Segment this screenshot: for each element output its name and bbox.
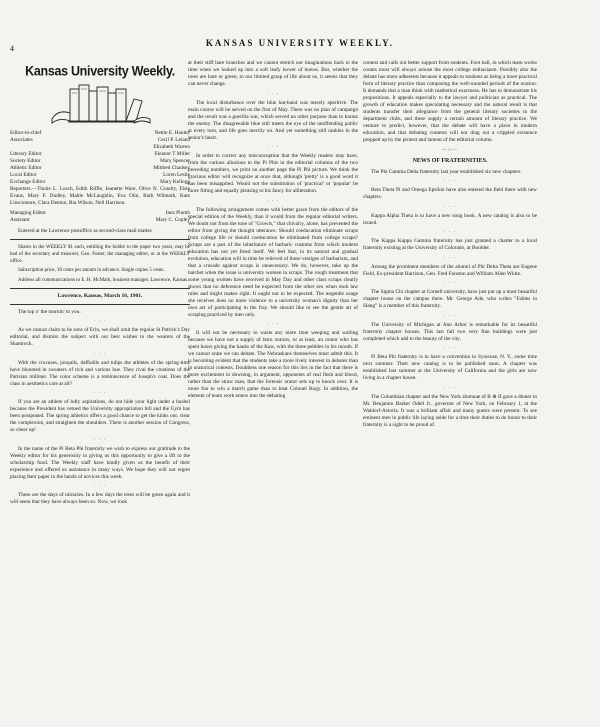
staff-row	[10, 151, 190, 158]
separator: · · ·	[93, 391, 107, 396]
dateline: Lawrence, Kansas, March 16, 1901.	[57, 292, 143, 299]
separator: · · ·	[93, 484, 107, 489]
editorial-paragraph: It will not be necessary to waste any more time weeping and wailing because we have not a supply of born orators, or at least, an orator who has spent hours giving the banks of the Kaw, with the three pebbles in his mouth. If we cannot orate we can debate. The Nebraskans themselves must admit this. It is becoming evident that the students take a more lively interest in debates than in oratorical contests. Doubtless one reason for this lies in the fact that there is more excitement in downing, in argument, opponents of real flesh and blood, rather than the straw man, that the forensic orator sets up to knock over. It is more fun to win a match game than to beat Colonel Bogy. In addition, the element of team work enters into the debating	[188, 330, 358, 399]
separator: · · ·	[266, 91, 280, 97]
staff-row	[10, 179, 190, 186]
fraternity-news-item: Beta Theta Pi and Omega Epsilon have also entered the field there with new chapters.	[363, 187, 537, 200]
separator: · · ·	[266, 145, 280, 150]
editorial-paragraph: As we cannot claim to be sons of Erin, we shall omit the regular St Patrick's Day editorial, and dismiss the subject with our best wishes to the wearers of the Shamrock.	[10, 327, 190, 347]
editorial-paragraph: at their stiff bare branches and we cannot stretch our imaginations back to the time when we looked up into a soft leafy bower of leaves. But, whether the trees are bare or green, to our limited grasp of life about us, it seems that they can never change.	[188, 60, 358, 87]
staff-row	[10, 137, 190, 144]
books-illustration	[48, 79, 152, 125]
editorial-paragraph: The local disturbance over the blue hat-band was merely aperitive. The main course will be served on the first of May. There was no plan of campaign and the result was a guerilla war, which served no other purpose than to harass the enemy. The disagreeable blue still meets the eye of the unoffending public at every turn, and life goes merrily on. And yet something still rankles in the senior's heart.	[188, 99, 358, 141]
staff-name: Mary Kellogg	[160, 179, 190, 185]
staff-list	[10, 130, 190, 224]
staff-name: Cecil P. Leland	[157, 137, 190, 143]
staff-name: Loren Leslie	[163, 172, 190, 178]
separator: · · ·	[443, 313, 457, 319]
editorial-paragraph: If you are an athlete of lofty aspirations, do not hide your light under a bushel because the President has vetoed the University appropriation bill and the Gym has been postponed. The spring athletics offers a good chance to get the kinks out, clear the complexion, and straighten the shoulders. There is another session of Congress, so cheer up!	[10, 399, 190, 433]
editorial-paragraph: In order to correct any misconception that the Weekly readers may have, from the various allusions to the Pi Phis in the editorial columns of the two preceding numbers, we print on another page the Pi Phi picture. We think the gracious editor will recognize at once that, although 'pretty' is a good word it has been misapplied. Would not the substitution of 'practical' or 'popular' be more fitting and equally pleasing to his fancy for alliteration.	[188, 153, 358, 194]
staff-role: Literary Editor	[10, 151, 42, 157]
staff-row	[10, 158, 190, 165]
subscription-info: Shares in the WEEKLY $1 each, entitling the holder to the paper two years, may be had of the secretary and treasurer, Geo. Foster, the managing editor, or at the WEEKLY office.	[10, 244, 190, 264]
page-header-title: KANSAS UNIVERSITY WEEKLY.	[205, 38, 395, 48]
staff-row	[10, 144, 190, 151]
separator: —○—	[441, 147, 459, 153]
staff-row	[10, 217, 190, 224]
fraternity-news-item: Among the prominent members of the alumni of Phi Delta Theta are Eugene Field, Ex-president Harrison, Gen. Fred Funston and William Allen White.	[363, 263, 537, 277]
separator: · · ·	[443, 346, 457, 351]
staff-role: Assistant	[10, 216, 30, 223]
staff-role: Exchange Editor	[10, 179, 46, 185]
fraternity-news-item: The Phi Gamma Delta fraternity last year established six new chapters.	[371, 168, 522, 175]
staff-row	[10, 165, 190, 172]
separator: · · ·	[443, 385, 457, 391]
fraternity-news-item: The Kappa Kappa Gamma fraternity has just granted a charter to a local fraternity existing at the University of Colorado, at Boulder.	[363, 238, 537, 251]
separator: · · ·	[93, 351, 107, 357]
separator: · · ·	[443, 179, 457, 184]
staff-name: Mary Spencer	[160, 158, 190, 164]
divider	[10, 304, 190, 305]
fraternity-news-item: The Sigma Chi chapter at Cornell university, have just put up a most beautiful chapter house on the campus there. Mr. George Ade, who writes "Fables in Slang" is a member of this fraternity.	[363, 289, 537, 309]
fraternity-news-item: The University of Michigan at Ann Arbor is remarkable for its beautiful fraternity chapter houses. This last fall two very fine buildings were just completed which add to the beauty of the city.	[363, 321, 537, 342]
separator: · · ·	[93, 437, 107, 443]
separator: · · ·	[443, 281, 457, 286]
staff-role: Society Editor	[10, 158, 41, 164]
staff-role: Local Editor	[10, 172, 37, 178]
staff-row	[10, 210, 190, 217]
separator: · · ·	[443, 204, 457, 210]
editorial-paragraph: contest and calls out better support from students. Foot ball, in which team works counts most will always arouse the most college enthusiasm. Possibly also the debate has more adherents because it appeals to students as being a more practical form of literary practice than composing the well-rounded periods of the oration. It demands that a man think with mathetical exactness. He has to demonstrate his propositions. It appeals especially to the lawyer and politician as practical. The growth of education makes speculating necessary and the natural result is that students transfer their allegiance from the general literary societies to the department clubs, and these supply a certain amount of literary practice. We venture to predict, however, that the debate will have a place in modern education, and that debating contests will not drag out a crippled existence propped up by the protest and lament of the editorial column.	[363, 60, 537, 143]
fraternity-news-item: Pi Beta Phi fraternity is to have a convention in Syracuse, N. Y., some time next summer. Their new catalog is to be published soon. A chapter was established last summer at the University of California and the girls are now living in a chapter house.	[363, 354, 537, 381]
editorial-paragraph: The top o' the mornin' to you.	[18, 308, 81, 315]
subscription-price: Subscription price, 30 cents per annum in advance. Single copies 5 cents.	[18, 268, 165, 273]
separator: · · ·	[443, 255, 457, 261]
editorial-paragraph: These are the days of miracles. In a few days the trees will be green again and it will seem that they have always been so. Now, we look	[10, 492, 190, 505]
staff-row	[10, 172, 190, 179]
staff-row	[10, 130, 190, 137]
subscription-address: Address all communications to E. H. McMath, business manager. Lawrence, Kansas.	[18, 277, 189, 283]
entry-note: Entered at the Lawrence postoffice as second-class mail matter.	[18, 227, 153, 234]
page-number: 4	[10, 44, 14, 53]
staff-name: Mary C. Copley	[155, 216, 190, 223]
column-2	[188, 60, 358, 725]
masthead: Kansas University Weekly.	[25, 63, 175, 79]
staff-name: Elizabeth Warren	[153, 144, 190, 150]
fraternity-news-item: The Columbian chapter and the New York alumnae of B ⊕ II gave a dinner to Mr. Benjamin Barker Odell Jr., governor of New York, on February 1, at the Waldorf-Astoria. It was a brilliant affair and many guests were present. To see eminent men in public life laying aside for a time their duties to do honor to their fraternity is a sight to be proud of.	[363, 393, 537, 428]
staff-role: Editor-in-chief	[10, 130, 42, 136]
staff-role: Associates	[10, 137, 33, 143]
staff-name: Nettie E. Hanley	[154, 130, 190, 136]
staff-name: Mildred Chadsey	[153, 165, 190, 171]
separator: · · ·	[93, 319, 107, 324]
editorial-paragraph: In the name of the Pi Beta Phi fraternity we wish to express our gratitude to the Weekly editor for his generosity in giving us this opportunity to give a lift to the scholarship fund. The Weekly staff have kindly given us the benefit of their experience and offered us assistance in many ways. We hope they will not regret placing their paper in the hands of novices this week.	[10, 445, 190, 480]
separator: · · ·	[266, 198, 280, 204]
separator: · · ·	[443, 230, 457, 235]
staff-name: Eleanor T Miller	[154, 151, 190, 157]
fraternities-heading: NEWS OF FRATERNITIES.	[412, 157, 488, 164]
staff-role: Athletic Editor	[10, 165, 42, 171]
column-3	[363, 60, 537, 725]
staff-name: Inez Plumb	[165, 209, 190, 216]
staff-role: Managing Editor	[10, 209, 47, 216]
divider	[10, 288, 190, 289]
divider	[10, 239, 190, 240]
separator: · · ·	[266, 322, 280, 327]
editorial-paragraph: The following arraignment comes with better grace from the editors of the special edition of the Weekly, than it would from the regular editorial writers. We doubt not from the tone of "Growls," that chivalry, alone, has prevented the editor from giving the thought utterance. Should coeducation eliminate scraps from college life or should coeducation be eliminated from college scraps? Scraps are a part of the inheritance of barbaric customs from which modern education has not yet freed itself. We feel that, in its natural and gradual evolution, education will in time be relieved of these vestiges of barbarism, and that a crusade against scraps is unnecessary. We do, however, take up the hatchet when the issue is university women in scraps. The rough treatment that some young women have received in May Day and other class scraps clearly shows that no deference need be expected from the other sex when mob law rules and might makes right. It ought not to be expected. The ungentle usage she receives does no more violence to a university woman's dignity than her own act of participating in the fray. We should like to see the gentle art of scraping practiced by men only.	[188, 206, 358, 318]
column-1	[10, 58, 190, 723]
fraternity-news-item: Kappa Alpha Theta is to have a new song book. A new catalog is also to be issued.	[363, 212, 537, 226]
reporters-list: Reporters.—Tinnie L. Losch, Edith Riffle, Jeanette Ware, Olive N. Gundry, Elsie Evans, Mary F. Dudley, Mable McLaughlin, Eva Olin, Ruth Wilmoth, Kate Linscomore, Clara Denton, Ria Wilson, Nell Harrison.	[10, 186, 190, 206]
editorial-paragraph: With the crocuses, jonquils, daffodils and tulips the athletes of the spring-time have bloomed in sweaters of rich and various hue. They rival the creations of the Parisian milliner. The color scheme is a reminiscence of Joseph's coat. Does the class in aesthetics care at all?	[10, 359, 190, 387]
